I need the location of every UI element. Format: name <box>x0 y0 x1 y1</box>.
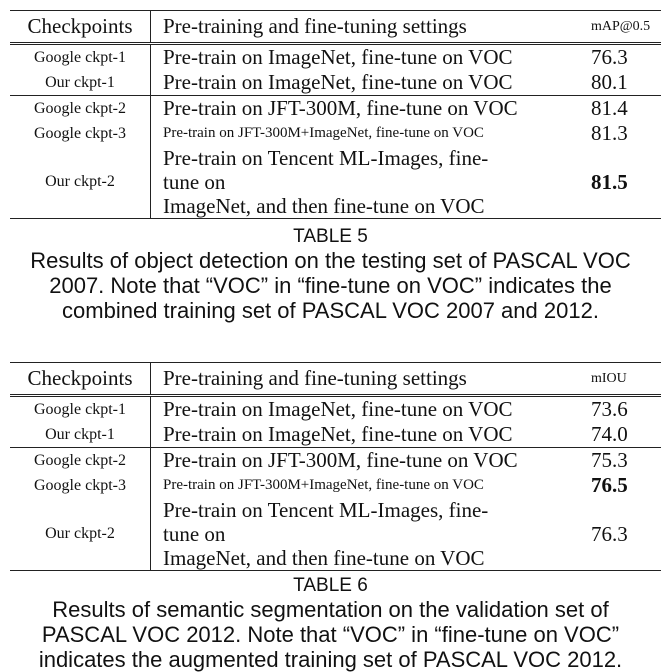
row-checkpoint: Our ckpt-1 <box>10 422 151 448</box>
row-settings-multiline <box>151 498 584 571</box>
table-5 <box>10 10 655 219</box>
table-header-row <box>10 11 661 44</box>
row-settings: Pre-train on ImageNet, fine-tune on VOC <box>151 396 584 423</box>
row-checkpoint: Google ckpt-1 <box>10 396 151 423</box>
row-value: 81.3 <box>591 121 628 145</box>
row-value: 75.3 <box>583 448 661 474</box>
header-settings: Pre-training and fine-tuning settings <box>163 366 467 390</box>
header-settings: Pre-training and fine-tuning settings <box>163 14 467 38</box>
caption-label: TABLE 5 <box>293 226 368 247</box>
table-header-row <box>10 363 661 396</box>
row-checkpoint: Google ckpt-2 <box>10 448 151 474</box>
row-checkpoint: Google ckpt-2 <box>10 96 151 122</box>
table-6 <box>10 362 655 571</box>
row-checkpoint: Google ckpt-3 <box>10 121 151 146</box>
row-value: 80.1 <box>591 70 628 94</box>
row-value: 74.0 <box>591 422 628 446</box>
row-value: 76.3 <box>591 521 628 546</box>
table-6-caption <box>0 575 661 672</box>
table-row <box>10 473 661 498</box>
caption-text: Results of semantic segmentation on the validation set of <box>52 597 609 622</box>
header-checkpoints: Checkpoints <box>10 11 151 44</box>
row-settings: Pre-train on JFT-300M+ImageNet, fine-tune on VOC <box>163 477 484 493</box>
header-checkpoints: Checkpoints <box>10 363 151 396</box>
table-row <box>10 44 661 71</box>
caption-text: Results of object detection on the testing set of PASCAL VOC <box>30 248 631 273</box>
settings-line: tune on <box>163 170 226 194</box>
row-value-best: 76.5 <box>591 473 628 497</box>
row-settings: Pre-train on JFT-300M, fine-tune on VOC <box>151 96 584 122</box>
caption-text: PASCAL VOC 2012. Note that “VOC” in “fine-tune on VOC” <box>41 622 620 647</box>
row-checkpoint: Google ckpt-1 <box>10 44 151 71</box>
caption-text: indicates the augmented training set of PASCAL VOC 2012. <box>38 647 623 672</box>
table-5-caption <box>0 226 661 323</box>
row-settings-multiline <box>151 146 584 219</box>
settings-line: ImageNet, and then fine-tune on VOC <box>163 194 485 218</box>
row-value: 76.3 <box>583 44 661 71</box>
caption-label: TABLE 6 <box>293 575 368 596</box>
row-value: 73.6 <box>583 396 661 423</box>
row-checkpoint: Google ckpt-3 <box>10 473 151 498</box>
table-row <box>10 96 661 122</box>
table-row <box>10 448 661 474</box>
header-metric: mIOU <box>591 370 627 386</box>
table-row <box>10 422 661 448</box>
row-settings: Pre-train on ImageNet, fine-tune on VOC <box>163 422 513 446</box>
row-value: 81.4 <box>583 96 661 122</box>
row-settings: Pre-train on JFT-300M, fine-tune on VOC <box>151 448 584 474</box>
row-checkpoint: Our ckpt-2 <box>10 146 151 219</box>
settings-line: Pre-train on Tencent ML-Images, fine- <box>163 498 489 522</box>
table-row <box>10 121 661 146</box>
table-5-grid <box>10 10 661 219</box>
table-row <box>10 498 661 571</box>
row-settings: Pre-train on ImageNet, fine-tune on VOC <box>163 70 513 94</box>
row-value-best: 81.5 <box>591 169 628 194</box>
row-checkpoint: Our ckpt-1 <box>10 70 151 96</box>
caption-text: combined training set of PASCAL VOC 2007 and 2012. <box>62 298 599 323</box>
row-settings: Pre-train on JFT-300M+ImageNet, fine-tune on VOC <box>163 125 484 141</box>
row-checkpoint: Our ckpt-2 <box>10 498 151 571</box>
settings-line: tune on <box>163 522 226 546</box>
row-settings: Pre-train on ImageNet, fine-tune on VOC <box>151 44 584 71</box>
settings-line: ImageNet, and then fine-tune on VOC <box>163 546 485 570</box>
settings-line: Pre-train on Tencent ML-Images, fine- <box>163 146 489 170</box>
header-metric: mAP@0.5 <box>591 18 651 34</box>
table-row <box>10 146 661 219</box>
table-row <box>10 396 661 423</box>
caption-text: 2007. Note that “VOC” in “fine-tune on VOC” indicates the <box>49 273 612 298</box>
table-6-grid <box>10 362 661 571</box>
table-row <box>10 70 661 96</box>
